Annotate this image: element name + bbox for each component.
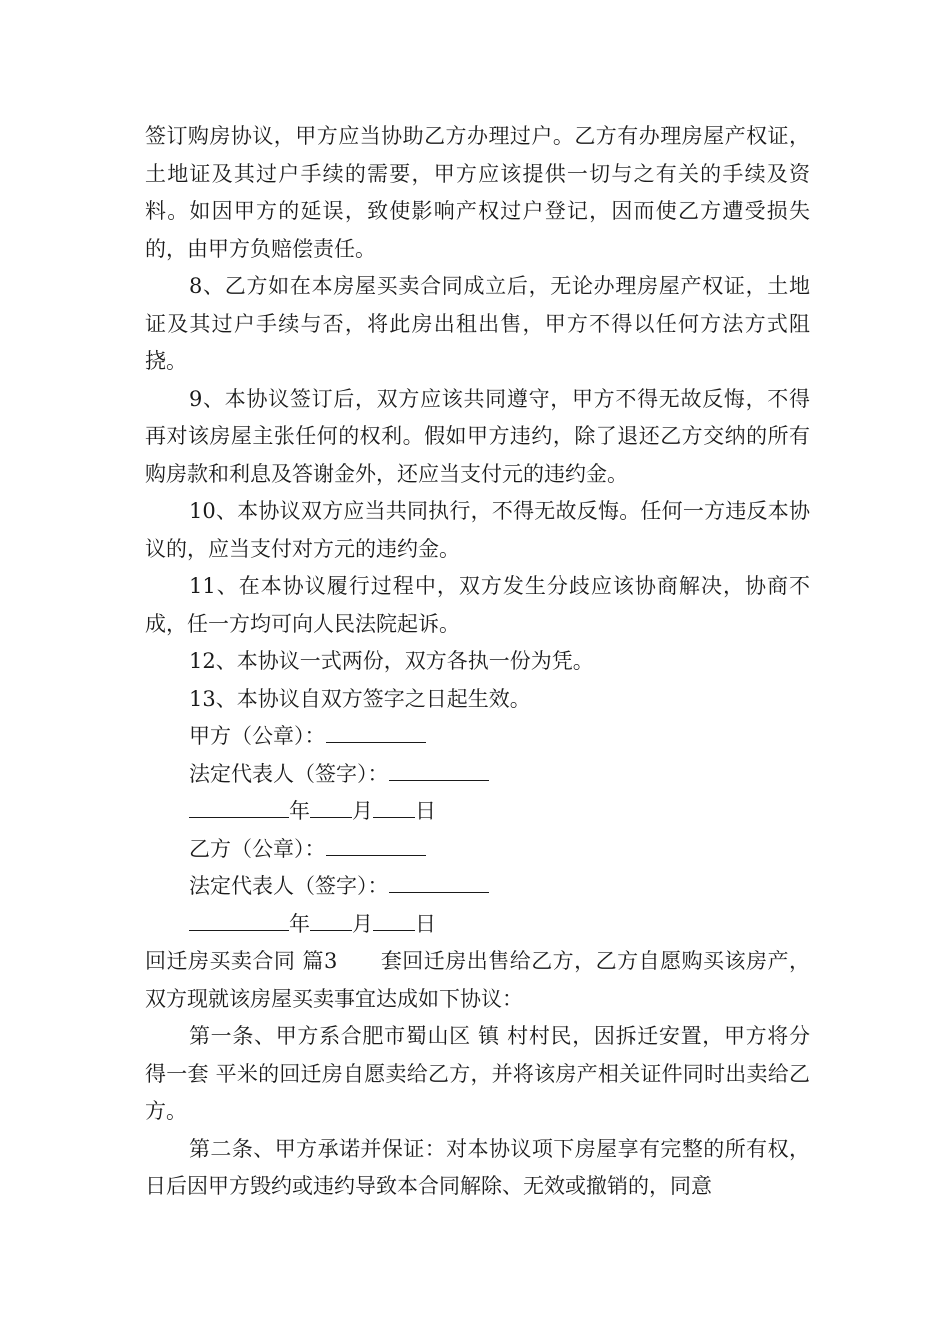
party-b-rep-line	[145, 868, 810, 906]
year-blank	[189, 795, 289, 818]
month-blank	[310, 908, 352, 931]
month-blank	[310, 795, 352, 818]
party-a-rep-blank	[389, 758, 489, 781]
year-blank	[189, 908, 289, 931]
clause-9: 9、本协议签订后，双方应该共同遵守，甲方不得无故反悔，不得再对该房屋主张任何的权利。假如甲方违约，除了退还乙方交纳的所有购房款和利息及答谢金外，还应当支付元的违约金。	[145, 386, 810, 486]
party-b-rep-label: 法定代表人（签字）：	[189, 874, 389, 898]
section-3-heading: 回迁房买卖合同 篇3 套回迁房出售给乙方，乙方自愿购买该房产，双方现就该房屋买卖事宜达成如下协议：	[145, 949, 810, 1011]
clause-11: 11、在本协议履行过程中，双方发生分歧应该协商解决，协商不成，任一方均可向人民法院起诉。	[145, 574, 810, 636]
clause-12: 12、本协议一式两份，双方各执一份为凭。	[189, 649, 594, 673]
day-blank	[373, 908, 415, 931]
party-b-date-line	[145, 906, 810, 944]
party-b-rep-blank	[389, 870, 489, 893]
party-a-seal-label: 甲方（公章）：	[189, 724, 326, 748]
party-b-seal-line	[145, 831, 810, 869]
party-b-seal-blank	[326, 833, 426, 856]
clause-8: 8、乙方如在本房屋买卖合同成立后，无论办理房屋产权证，土地证及其过户手续与否，将此房出租出售，甲方不得以任何方法方式阻挠。	[145, 274, 810, 373]
party-a-seal-line	[145, 718, 810, 756]
day-blank	[373, 795, 415, 818]
article-2: 第二条、甲方承诺并保证：对本协议项下房屋享有完整的所有权，日后因甲方毁约或违约导致本合同解除、无效或撤销的，同意	[145, 1136, 810, 1198]
party-a-rep-line	[145, 756, 810, 794]
year-label: 年	[289, 799, 310, 823]
party-a-rep-label: 法定代表人（签字）：	[189, 761, 389, 786]
day-label: 日	[415, 799, 436, 823]
article-1: 第一条、甲方系合肥市蜀山区 镇 村村民，因拆迁安置，甲方将分得一套 平米的回迁房自愿卖给乙方，并将该房产相关证件同时出卖给乙方。	[145, 1024, 810, 1123]
paragraph-continuation: 签订购房协议，甲方应当协助乙方办理过户。乙方有办理房屋产权证，土地证及其过户手续的需要，甲方应该提供一切与之有关的手续及资料。如因甲方的延误，致使影响产权过户登记，因而使乙方遭受损失的，由甲方负赔偿责任。	[145, 124, 810, 261]
party-a-seal-blank	[326, 720, 426, 743]
document-page	[145, 118, 810, 1206]
party-a-date-line	[145, 793, 810, 831]
clause-10: 10、本协议双方应当共同执行，不得无故反悔。任何一方违反本协议的，应当支付对方元的违约金。	[145, 499, 810, 561]
clause-13: 13、本协议自双方签字之日起生效。	[189, 686, 531, 711]
day-label: 日	[415, 911, 436, 936]
party-b-seal-label: 乙方（公章）：	[189, 836, 326, 861]
month-label: 月	[352, 799, 373, 823]
year-label: 年	[289, 911, 310, 936]
month-label: 月	[352, 911, 373, 936]
